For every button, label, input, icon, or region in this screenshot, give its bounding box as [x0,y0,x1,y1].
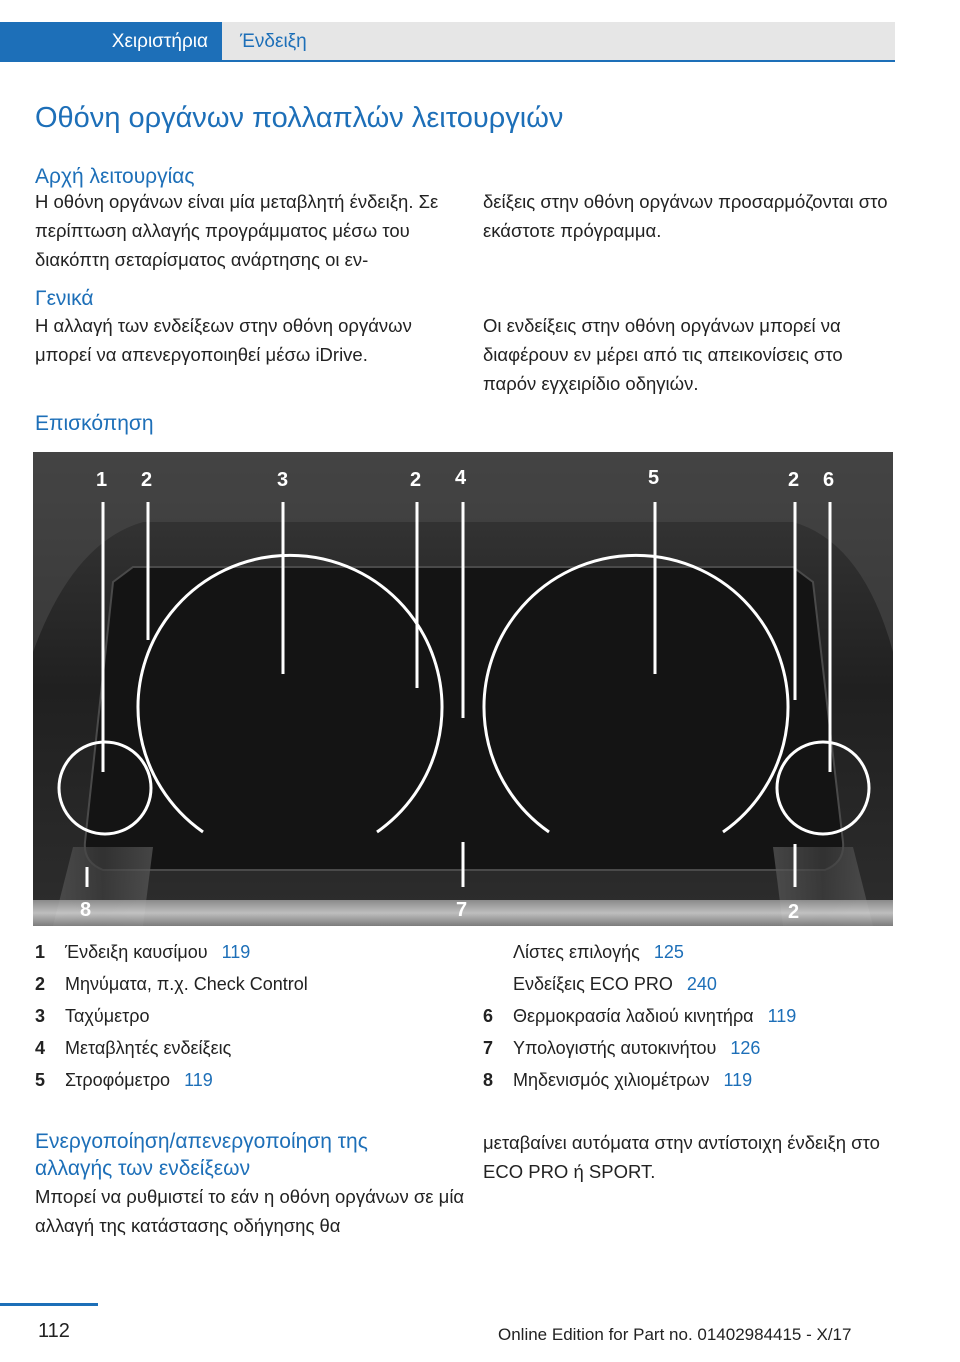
legend-page-link[interactable]: 240 [686,974,717,994]
legend-label: Μηδενισμός χιλιομέτρων [513,1070,710,1090]
callout-6: 6 [823,469,835,491]
legend-label: Μηνύματα, π.χ. Check Control [65,974,308,994]
legend-label: Ενδείξεις ECO PRO [513,974,673,994]
legend-page-link[interactable]: 119 [221,942,251,962]
callout-3: 3 [277,469,289,491]
legend-number: 2 [35,974,46,994]
legend-label: Ταχύμετρο [65,1006,150,1026]
legend-left [35,936,465,1106]
header-rule [0,60,895,62]
activation-text-left: Μπορεί να ρυθμιστεί το εάν η οθόνη οργάνων σε μία αλλαγή της κατάστασης οδήγησης θα [35,1186,465,1236]
callout-5: 5 [648,467,660,489]
section-heading-general: Γενικά [35,287,94,310]
legend-label: Λίστες επιλογής [513,942,640,962]
callout-2c: 2 [788,469,800,491]
legend-right [483,936,893,1106]
instrument-cluster-illustration [33,452,893,926]
legend-page-link[interactable]: 126 [730,1038,761,1058]
header-tabs [0,22,895,62]
section-heading-activation-line1: Ενεργοποίηση/απενεργοποίηση της [35,1130,368,1153]
legend-number: 8 [483,1070,494,1090]
legend-label: Θερμοκρασία λαδιού κινητήρα [513,1006,754,1026]
legend-page-link[interactable]: 119 [767,1006,797,1026]
section-heading-activation-line2: αλλαγής των ενδείξεων [35,1157,251,1180]
legend-number: 4 [35,1038,46,1058]
general-text-right: Οι ενδείξεις στην οθόνη οργάνων μπορεί να διαφέρουν εν μέρει από τις απεικονίσεις στο παρόν εγχειρίδιο οδηγιών. [483,315,843,394]
activation-text-right: μεταβαίνει αυτόματα στην αντίστοιχη ένδειξη στο ECO PRO ή SPORT. [483,1132,880,1182]
general-text-left: Η αλλαγή των ενδείξεων στην οθόνη οργάνων μπορεί να απενεργοποιηθεί μέσω iDrive. [35,315,412,365]
callout-7: 7 [456,899,468,921]
legend-page-link[interactable]: 119 [723,1070,753,1090]
legend-label: Μεταβλητές ενδείξεις [65,1038,232,1058]
callout-2d: 2 [788,901,800,923]
legend-label: Ένδειξη καυσίμου [65,942,208,962]
legend-page-link[interactable]: 119 [184,1070,213,1090]
callout-2a: 2 [141,469,153,491]
legend-number: 6 [483,1006,494,1026]
legend-number: 3 [35,1006,46,1026]
section-heading-overview: Επισκόπηση [35,412,154,435]
edition-info: Online Edition for Part no. 01402984415 - X/17 [498,1325,852,1344]
page-number: 112 [38,1320,70,1342]
page-title: Οθόνη οργάνων πολλαπλών λειτουργιών [35,102,564,134]
footer-rule [0,1303,98,1306]
callout-4: 4 [455,467,467,489]
callout-8: 8 [80,899,92,921]
principle-text-left: Η οθόνη οργάνων είναι μία μεταβλητή ένδειξη. Σε περίπτωση αλλαγής προγράμματος μέσω του διακόπτη σεταρίσματος ανάρτησης οι εν- [35,191,439,270]
legend-number: 7 [483,1038,494,1058]
callout-2b: 2 [410,469,422,491]
section-heading-principle: Αρχή λειτουργίας [35,165,195,188]
legend-number: 1 [35,942,46,962]
tab-display[interactable]: Ένδειξη [222,22,895,62]
instrument-cluster-figure [33,452,893,926]
legend-number: 5 [35,1070,46,1090]
principle-text-right: δείξεις στην οθόνη οργάνων προσαρμόζονται στο εκάστοτε πρόγραμμα. [483,191,888,241]
legend-label: Υπολογιστής αυτοκινήτου [513,1038,717,1058]
tab-controls[interactable]: Χειριστήρια [0,22,222,62]
legend-label: Στροφόμετρο [65,1070,171,1090]
callout-1: 1 [96,469,108,491]
legend-page-link[interactable]: 125 [653,942,684,962]
